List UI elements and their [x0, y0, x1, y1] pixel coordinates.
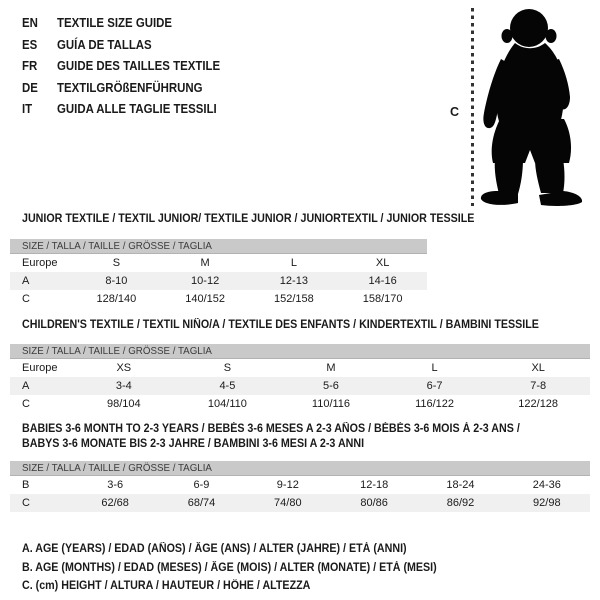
row-label: Europe	[22, 257, 58, 269]
language-title: GUÍA DE TALLAS	[57, 36, 152, 52]
table-cell: 8-10	[105, 275, 128, 287]
note-height-cm: C. (cm) HEIGHT / ALTURA / HAUTEUR / HÖHE / ALTEZZA	[22, 580, 311, 592]
row-label: Europe	[22, 362, 58, 374]
table-cell: 9-12	[276, 479, 299, 491]
table-cell: 110/116	[311, 398, 351, 410]
table-cell: 128/140	[96, 293, 137, 305]
table-cell: 12-18	[360, 479, 389, 491]
table-cell: 140/152	[185, 293, 225, 305]
table-row	[10, 359, 590, 377]
language-code: ES	[22, 36, 38, 52]
size-table	[10, 254, 427, 308]
section-title: JUNIOR TEXTILE / TEXTIL JUNIOR/ TEXTILE JUNIOR / JUNIORTEXTIL / JUNIOR TESSILE	[22, 213, 475, 225]
language-row	[22, 98, 242, 120]
table-row	[10, 494, 590, 512]
table-cell: 5-6	[323, 380, 339, 392]
language-title: TEXTILE SIZE GUIDE	[57, 15, 173, 31]
language-row	[22, 12, 242, 34]
language-code: FR	[22, 58, 38, 74]
table-cell: L	[431, 362, 438, 374]
table-cell: 3-4	[115, 380, 132, 392]
table-cell: 98/104	[106, 398, 141, 410]
row-label: A	[22, 380, 30, 392]
table-cell: 10-12	[191, 275, 220, 287]
table-cell: 68/74	[187, 497, 216, 509]
table-cell: 104/110	[207, 398, 247, 410]
section-babies-textile	[10, 422, 590, 512]
row-label: C	[22, 497, 30, 509]
table-cell: 74/80	[274, 497, 302, 509]
baby-silhouette-icon	[477, 5, 595, 207]
table-cell: L	[290, 257, 297, 269]
language-title: GUIDE DES TAILLES TEXTILE	[57, 58, 221, 74]
table-row	[10, 290, 427, 308]
language-title: TEXTILGRÖßENFÜHRUNG	[57, 79, 203, 95]
size-table	[10, 476, 590, 512]
table-row	[10, 476, 590, 494]
table-cell: XL	[531, 362, 545, 374]
table-cell: 7-8	[530, 380, 547, 392]
section-title: CHILDREN'S TEXTILE / TEXTIL NIÑO/A / TEXTILE DES ENFANTS / KINDERTEXTIL / BAMBINI TESSILE	[22, 319, 539, 331]
legend-notes	[22, 540, 468, 596]
section-title-line2: BABYS 3-6 MONATE BIS 2-3 JAHRE / BAMBINI 3-6 MESI A 2-3 ANNI	[22, 438, 365, 450]
table-cell: 62/68	[101, 497, 129, 509]
note-age-years: A. AGE (YEARS) / EDAD (AÑOS) / ÂGE (ANS) / ALTER (JAHRE) / ETÀ (ANNI)	[22, 543, 407, 555]
height-measure-line	[471, 8, 474, 206]
row-label: C	[22, 293, 30, 305]
note-age-months: B. AGE (MONTHS) / EDAD (MESES) / ÂGE (MOIS) / ALTER (MONATE) / ETÀ (MESI)	[22, 561, 437, 574]
size-header-bar: SIZE / TALLA / TAILLE / GRÖSSE / TAGLIA	[10, 461, 590, 476]
table-cell: 6-7	[426, 380, 443, 392]
row-label: A	[22, 275, 30, 287]
language-row	[22, 55, 242, 77]
table-cell: 6-9	[193, 479, 210, 491]
table-cell: 3-6	[107, 479, 124, 491]
table-cell: 12-13	[279, 275, 308, 287]
language-code: IT	[22, 101, 33, 117]
table-cell: XS	[116, 362, 132, 374]
section-title: BABIES 3-6 MONTH TO 2-3 YEARS / BEBÉS 3-6 MESES A 2-3 AÑOS / BÉBÉS 3-6 MOIS À 2-3 ANS /	[22, 423, 520, 435]
language-code: DE	[22, 79, 38, 95]
language-code: EN	[22, 15, 38, 31]
size-header-bar: SIZE / TALLA / TAILLE / GRÖSSE / TAGLIA	[10, 344, 590, 359]
table-cell: 86/92	[446, 497, 475, 509]
table-row	[10, 395, 590, 413]
row-label: B	[22, 479, 30, 491]
table-row	[10, 272, 427, 290]
table-cell: 92/98	[533, 497, 561, 509]
table-cell: M	[200, 257, 210, 269]
table-cell: 18-24	[446, 479, 475, 491]
table-cell: 122/128	[518, 398, 559, 410]
table-row	[10, 377, 590, 395]
size-table	[10, 359, 590, 413]
language-row	[22, 34, 242, 56]
size-header-bar: SIZE / TALLA / TAILLE / GRÖSSE / TAGLIA	[10, 239, 427, 254]
table-cell: 152/158	[273, 293, 314, 305]
table-cell: 158/170	[362, 293, 403, 305]
table-cell: S	[112, 257, 121, 269]
table-cell: 116/122	[415, 398, 455, 410]
table-cell: 80/86	[360, 497, 388, 509]
height-measure-label: C	[450, 105, 460, 119]
table-cell: M	[326, 362, 336, 374]
language-row	[22, 77, 242, 99]
table-cell: XL	[375, 257, 390, 269]
table-cell: 4-5	[219, 380, 236, 392]
table-cell: S	[223, 362, 232, 374]
language-list	[22, 12, 242, 120]
table-cell: 24-36	[532, 479, 561, 491]
row-label: C	[22, 398, 30, 410]
section-junior-textile	[10, 212, 475, 308]
table-row	[10, 254, 427, 272]
section-childrens-textile	[10, 318, 590, 413]
language-title: GUIDA ALLE TAGLIE TESSILI	[57, 101, 217, 117]
table-cell: 14-16	[368, 275, 397, 287]
